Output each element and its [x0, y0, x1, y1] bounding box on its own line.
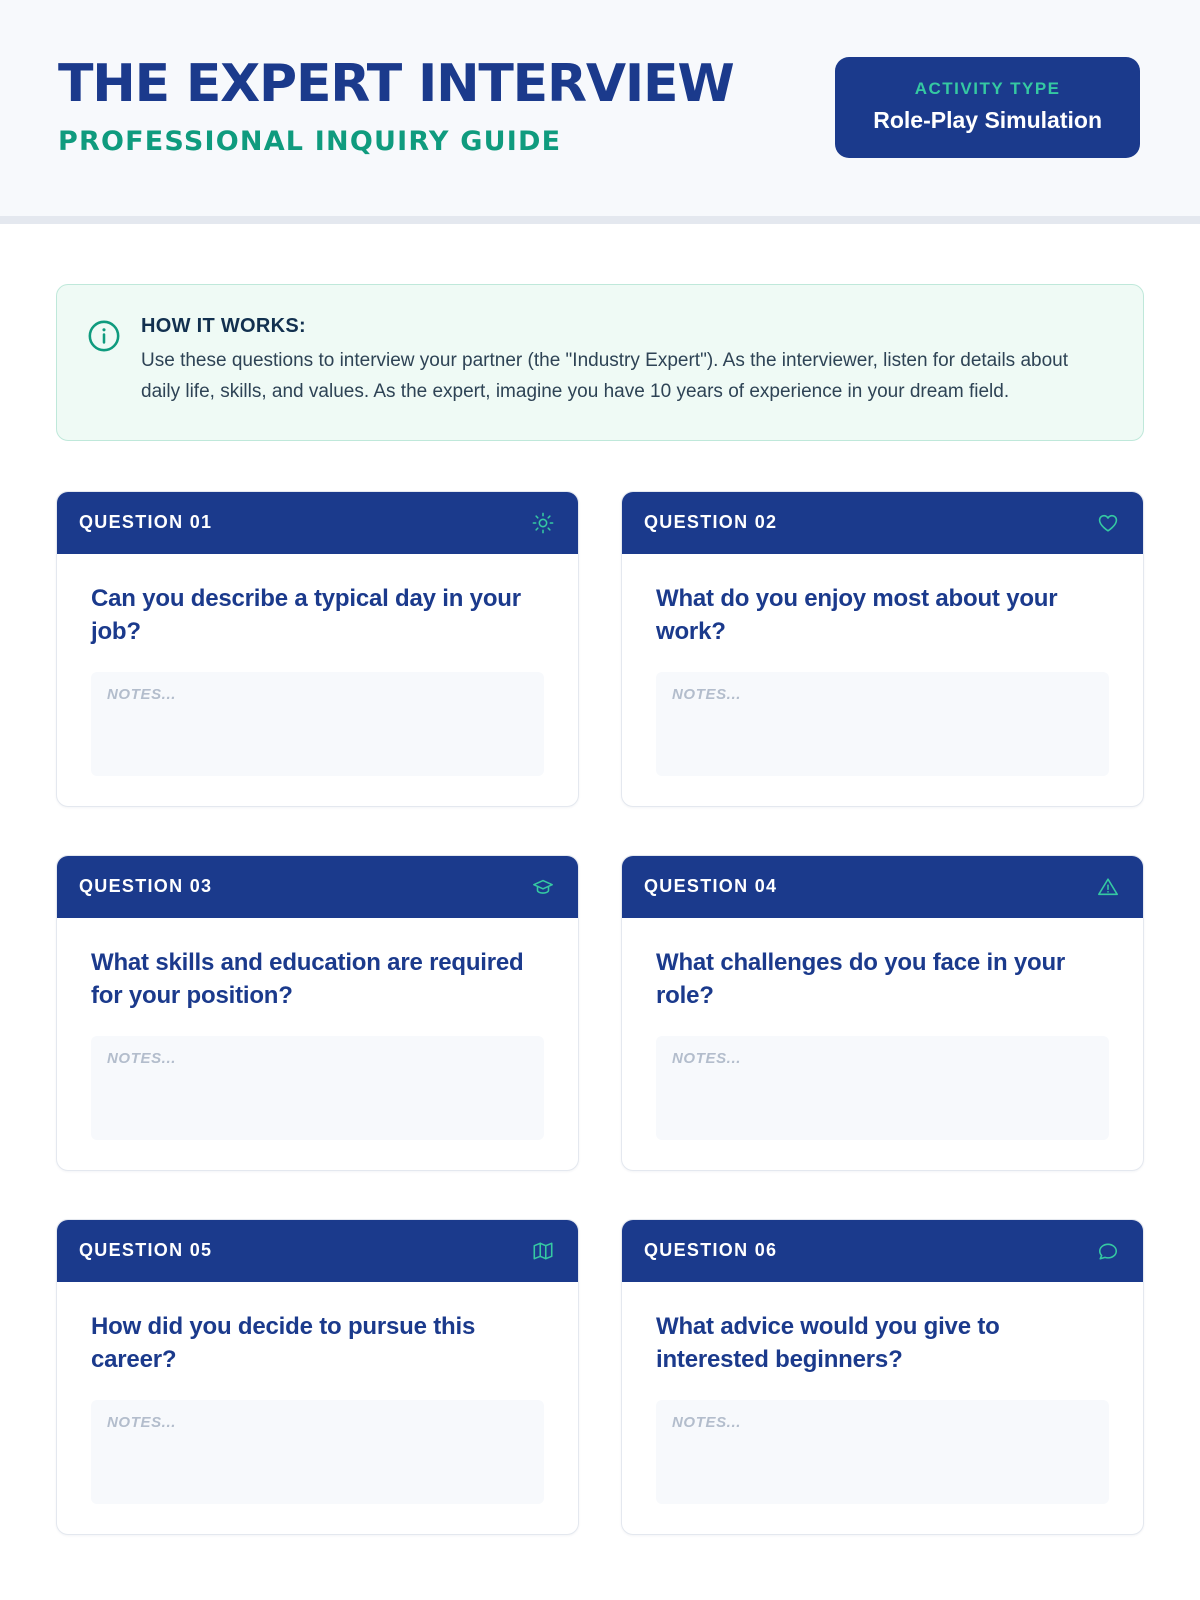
question-card — [56, 1219, 579, 1535]
notes-input[interactable] — [91, 1400, 544, 1504]
question-card — [621, 1219, 1144, 1535]
header-titles — [56, 54, 734, 157]
map-icon — [532, 1240, 554, 1262]
notes-input[interactable] — [91, 1036, 544, 1140]
question-number-label: QUESTION 01 — [79, 512, 213, 533]
question-card-header — [622, 1220, 1143, 1282]
notes-input[interactable] — [656, 672, 1109, 776]
question-card — [56, 855, 579, 1171]
question-card-header — [622, 492, 1143, 554]
notes-placeholder: NOTES... — [672, 685, 741, 703]
graduation-cap-icon — [532, 876, 554, 898]
how-it-works-text: Use these questions to interview your partner (the "Industry Expert"). As the interviewer, listen for details about daily life, skills, and values. As the expert, imagine you have 10 years of experience in your dream field. — [141, 350, 1069, 402]
question-card-header — [57, 1220, 578, 1282]
notes-input[interactable] — [656, 1036, 1109, 1140]
question-card-body — [57, 918, 578, 1170]
page-content — [0, 224, 1200, 1535]
notes-placeholder: NOTES... — [107, 1049, 176, 1067]
question-text: Can you describe a typical day in your job? — [91, 584, 521, 645]
question-card-body — [57, 1282, 578, 1534]
question-card — [621, 855, 1144, 1171]
heart-icon — [1097, 512, 1119, 534]
question-card-header — [57, 856, 578, 918]
question-grid — [56, 491, 1144, 1536]
warning-triangle-icon — [1097, 876, 1119, 898]
how-it-works-panel — [56, 284, 1144, 441]
question-card — [56, 491, 579, 807]
question-card-body — [622, 918, 1143, 1170]
notes-input[interactable] — [91, 672, 544, 776]
question-number-label: QUESTION 05 — [79, 1240, 213, 1261]
notes-input[interactable] — [656, 1400, 1109, 1504]
question-card-header — [57, 492, 578, 554]
question-text: What advice would you give to interested beginners? — [656, 1312, 1000, 1374]
how-it-works-title: HOW IT WORKS: — [141, 315, 306, 337]
page-header — [0, 0, 1200, 224]
question-number-label: QUESTION 03 — [79, 876, 213, 897]
question-text: What challenges do you face in your role? — [656, 948, 1066, 1009]
notes-placeholder: NOTES... — [107, 1414, 176, 1432]
question-number-label: QUESTION 04 — [644, 876, 778, 897]
sun-icon — [532, 512, 554, 534]
question-card-body — [622, 1282, 1143, 1534]
page-subtitle: PROFESSIONAL INQUIRY GUIDE — [58, 125, 562, 157]
question-card — [621, 491, 1144, 807]
question-text: How did you decide to pursue this career? — [91, 1312, 476, 1374]
activity-type-label: ACTIVITY TYPE — [914, 78, 1061, 98]
page-title: THE EXPERT INTERVIEW — [58, 54, 734, 115]
question-number-label: QUESTION 02 — [644, 512, 778, 533]
speech-bubble-icon — [1097, 1240, 1119, 1262]
how-it-works-body — [141, 313, 1111, 408]
question-number-label: QUESTION 06 — [644, 1240, 778, 1261]
notes-placeholder: NOTES... — [672, 1414, 741, 1432]
notes-placeholder: NOTES... — [107, 685, 176, 703]
activity-type-badge — [835, 57, 1140, 158]
question-text: What skills and education are required for your position? — [91, 948, 524, 1009]
info-circle-icon — [87, 319, 121, 353]
question-card-body — [622, 554, 1143, 806]
question-card-body — [57, 554, 578, 806]
question-card-header — [622, 856, 1143, 918]
question-text: What do you enjoy most about your work? — [656, 584, 1058, 645]
activity-type-value: Role-Play Simulation — [873, 106, 1102, 133]
notes-placeholder: NOTES... — [672, 1049, 741, 1067]
